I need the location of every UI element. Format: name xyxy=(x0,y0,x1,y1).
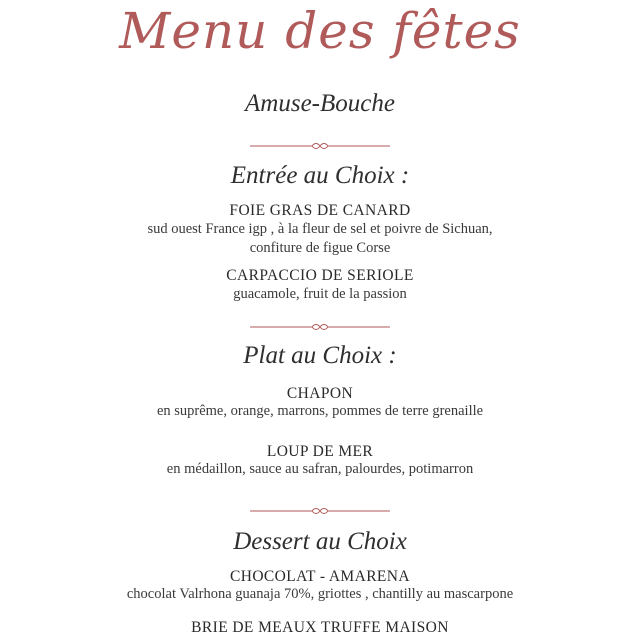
amuse-bouche-heading: Amuse-Bouche xyxy=(245,90,395,117)
dish-description: guacamole, fruit de la passion xyxy=(233,286,407,302)
dish-description: chocolat Valrhona guanaja 70%, griottes , chantilly au mascarpone xyxy=(126,586,514,602)
divider-ornament xyxy=(250,140,390,152)
dish-name: CARPACCIO DE SERIOLE xyxy=(226,267,414,284)
dish-name: CHAPON xyxy=(286,385,354,402)
divider-ornament xyxy=(250,321,390,333)
plat-heading: Plat au Choix : xyxy=(243,342,397,369)
dish-name: LOUP DE MER xyxy=(266,443,374,460)
dish-name: FOIE GRAS DE CANARD xyxy=(229,202,411,219)
dish-name: BRIE DE MEAUX TRUFFE MAISON xyxy=(191,619,449,636)
dish-description: sud ouest France igp , à la fleur de sel et poivre de Sichuan, xyxy=(147,221,493,237)
dessert-heading: Dessert au Choix xyxy=(233,528,407,555)
dish-name: CHOCOLAT - AMARENA xyxy=(229,568,410,585)
dish-description: confiture de figue Corse xyxy=(249,240,391,256)
divider-ornament xyxy=(250,505,390,517)
entree-heading: Entrée au Choix : xyxy=(230,162,410,189)
dish-description: en suprême, orange, marrons, pommes de terre grenaille xyxy=(156,403,484,419)
menu-title: Menu des fêtes xyxy=(119,2,521,60)
dish-description: en médaillon, sauce au safran, palourdes, potimarron xyxy=(166,461,474,477)
